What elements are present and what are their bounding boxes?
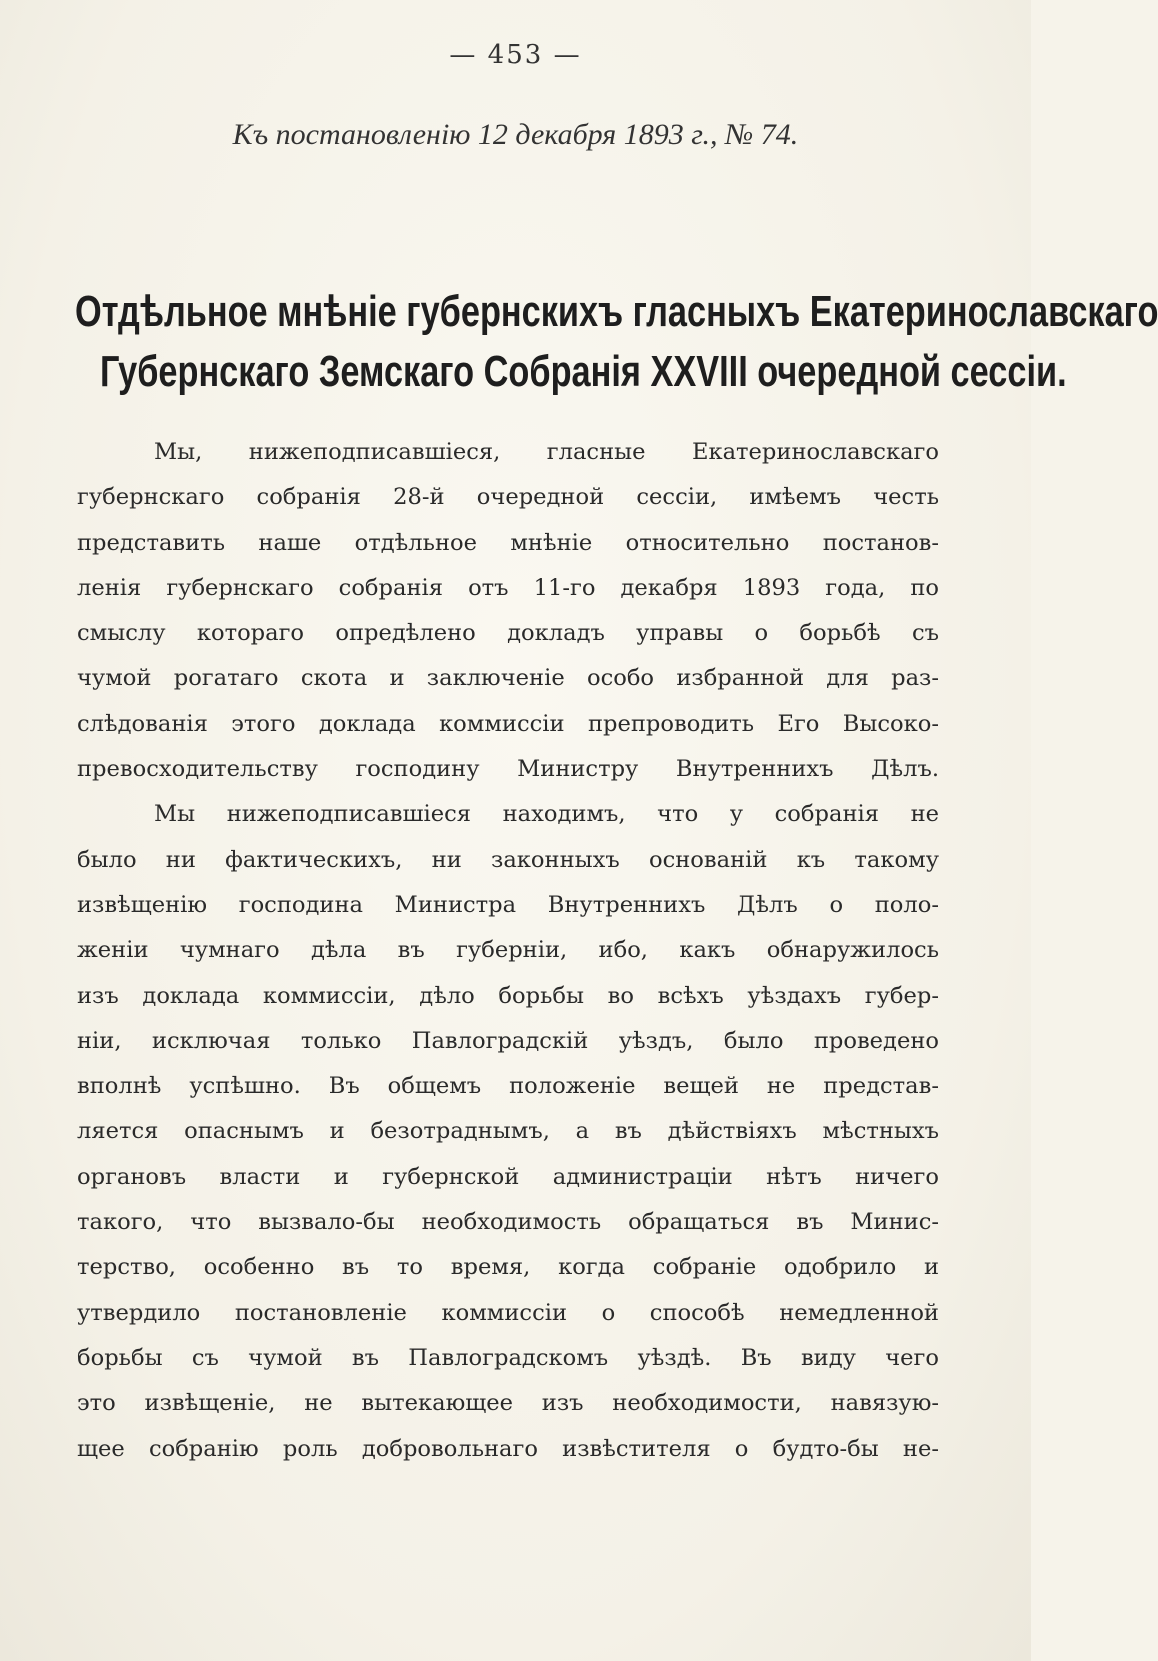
page-number: — 453 — (449, 40, 582, 70)
body-line: борьбы съ чумой въ Павлоградскомъ уѣздѣ. Въ виду чего (77, 1344, 939, 1371)
body-line: утвердило постановленіе коммиссіи о способѣ немедленной (77, 1299, 939, 1326)
body-line: ленія губернскаго собранія отъ 11-го декабря 1893 года, по (77, 574, 939, 601)
body-line: это извѣщеніе, не вытекающее изъ необходимости, навязую- (77, 1390, 939, 1417)
body-line: терство, особенно въ то время, когда собраніе одобрило и (77, 1254, 939, 1281)
body-line: губернскаго собранія 28-й очередной сессіи, имѣемъ честь (77, 484, 939, 511)
body-line: органовъ власти и губернской администраціи нѣтъ ничего (77, 1163, 939, 1190)
body-line: изъ доклада коммиссіи, дѣло борьбы во всѣхъ уѣздахъ губер- (77, 982, 939, 1009)
resolution-reference: Къ постановленію 12 декабря 1893 г., № 74. (232, 118, 799, 151)
body-line: чумой рогатаго скота и заключеніе особо избранной для раз- (77, 665, 939, 692)
title-line-2: Губернскаго Земскаго Собранія XXVIII очередной сессіи. (99, 347, 1067, 396)
body-line: было ни фактическихъ, ни законныхъ основаній къ такому (77, 846, 939, 873)
body-line: представить наше отдѣльное мнѣніе относительно постанов- (77, 529, 939, 556)
body-text (77, 430, 939, 1472)
body-line: женіи чумнаго дѣла въ губерніи, ибо, какъ обнаружилось (77, 937, 939, 964)
body-line: ляется опаснымъ и безотраднымъ, а въ дѣйствіяхъ мѣстныхъ (77, 1118, 939, 1145)
body-line: слѣдованія этого доклада коммиссіи препроводить Его Высоко- (77, 710, 939, 737)
document-title (75, 282, 1158, 402)
body-line: вполнѣ успѣшно. Въ общемъ положеніе вещей не представ- (77, 1073, 939, 1100)
title-line-1: Отдѣльное мнѣніе губернскихъ гласныхъ Екатеринославскаго (75, 287, 1158, 336)
body-line: щее собранію роль добровольнаго извѣстителя о будто-бы не- (77, 1435, 939, 1462)
body-line: превосходительству господину Министру Внутреннихъ Дѣлъ. (77, 756, 939, 783)
body-line: Мы нижеподписавшіеся находимъ, что у собранія не (154, 801, 939, 828)
body-line: извѣщенію господина Министра Внутреннихъ Дѣлъ о поло- (77, 891, 939, 918)
body-line: такого, что вызвало-бы необходимость обращаться въ Минис- (77, 1209, 939, 1236)
body-line: ніи, исключая только Павлоградскій уѣздъ, было проведено (77, 1027, 939, 1054)
body-line: смыслу котораго опредѣлено докладъ управы о борьбѣ съ (77, 620, 939, 647)
body-line: Мы, нижеподписавшіеся, гласные Екатеринославскаго (154, 439, 939, 465)
